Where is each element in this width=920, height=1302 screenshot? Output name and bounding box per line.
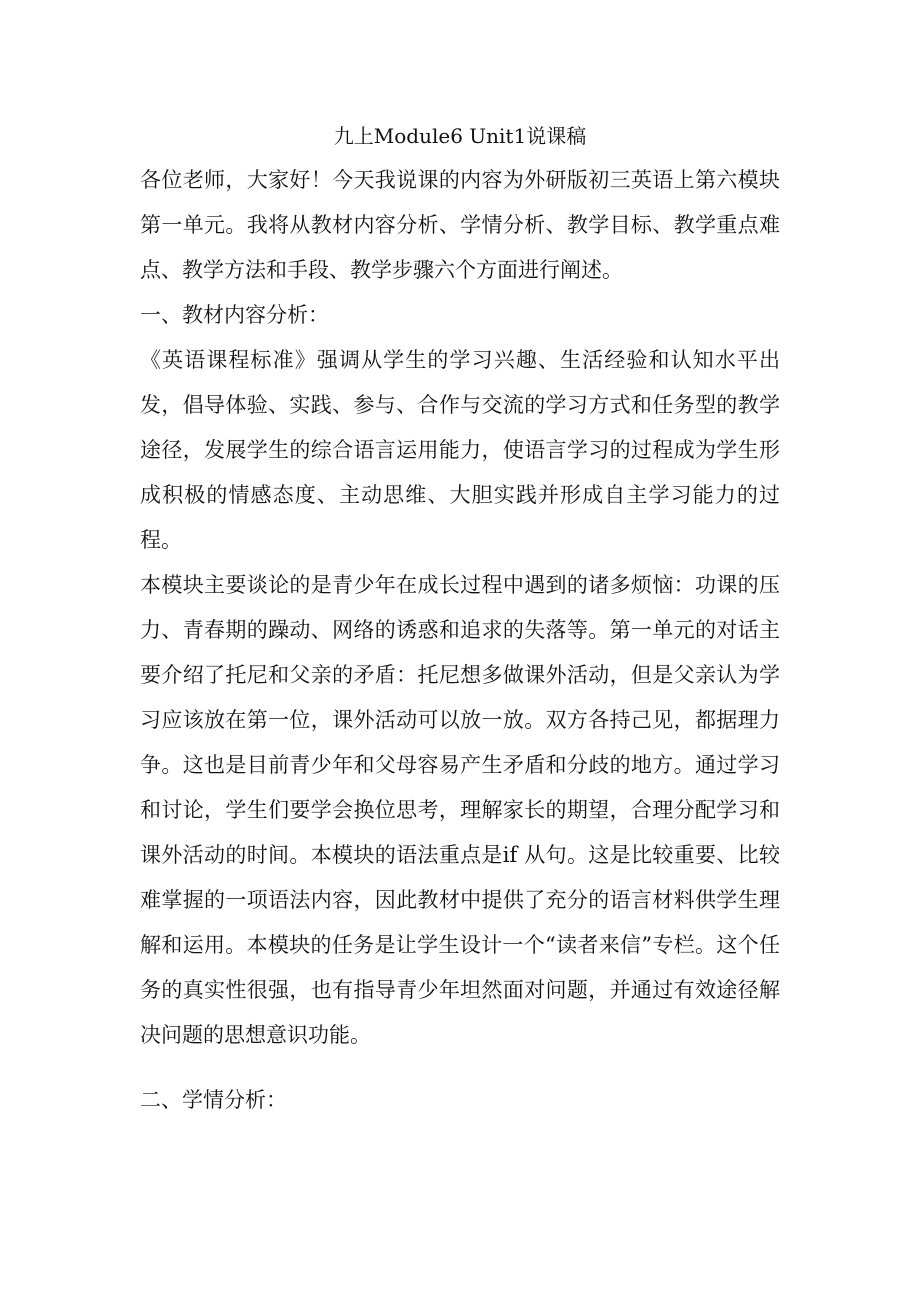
curriculum-standard-paragraph: 《英语课程标准》强调从学生的学习兴趣、生活经验和认知水平出发，倡导体验、实践、参与、合作与交流的学习方式和任务型的教学途径，发展学生的综合语言运用能力，使语言学习的过程成为学生形成积极的情感态度、主动思维、大胆实践并形成自主学习能力的过程。 — [140, 348, 780, 552]
intro-paragraph: 各位老师，大家好！今天我说课的内容为外研版初三英语上第六模块第一单元。我将从教材内容分析、学情分析、教学目标、教学重点难点、教学方法和手段、教学步骤六个方面进行阐述。 — [140, 168, 780, 282]
document-body — [140, 158, 780, 1123]
section-heading-student-analysis: 二、学情分析： — [140, 1088, 287, 1112]
section-heading-textbook-analysis: 一、教材内容分析： — [140, 303, 329, 327]
module-content-paragraph: 本模块主要谈论的是青少年在成长过程中遇到的诸多烦恼：功课的压力、青春期的躁动、网络的诱惑和追求的失落等。第一单元的对话主要介绍了托尼和父亲的矛盾：托尼想多做课外活动，但是父亲认为学习应该放在第一位，课外活动可以放一放。双方各持己见，都据理力争。这也是目前青少年和父母容易产生矛盾和分歧的地方。通过学习和讨论，学生们要学会换位思考，理解家长的期望，合理分配学习和课外活动的时间。本模块的语法重点是if 从句。这是比较重要、比较难掌握的一项语法内容，因此教材中提供了充分的语言材料供学生理解和运用。本模块的任务是让学生设计一个“读者来信”专栏。这个任务的真实性很强，也有指导青少年坦然面对问题，并通过有效途径解决问题的思想意识功能。 — [140, 573, 780, 1047]
document-title: 九上Module6 Unit1说课稿 — [333, 124, 587, 148]
